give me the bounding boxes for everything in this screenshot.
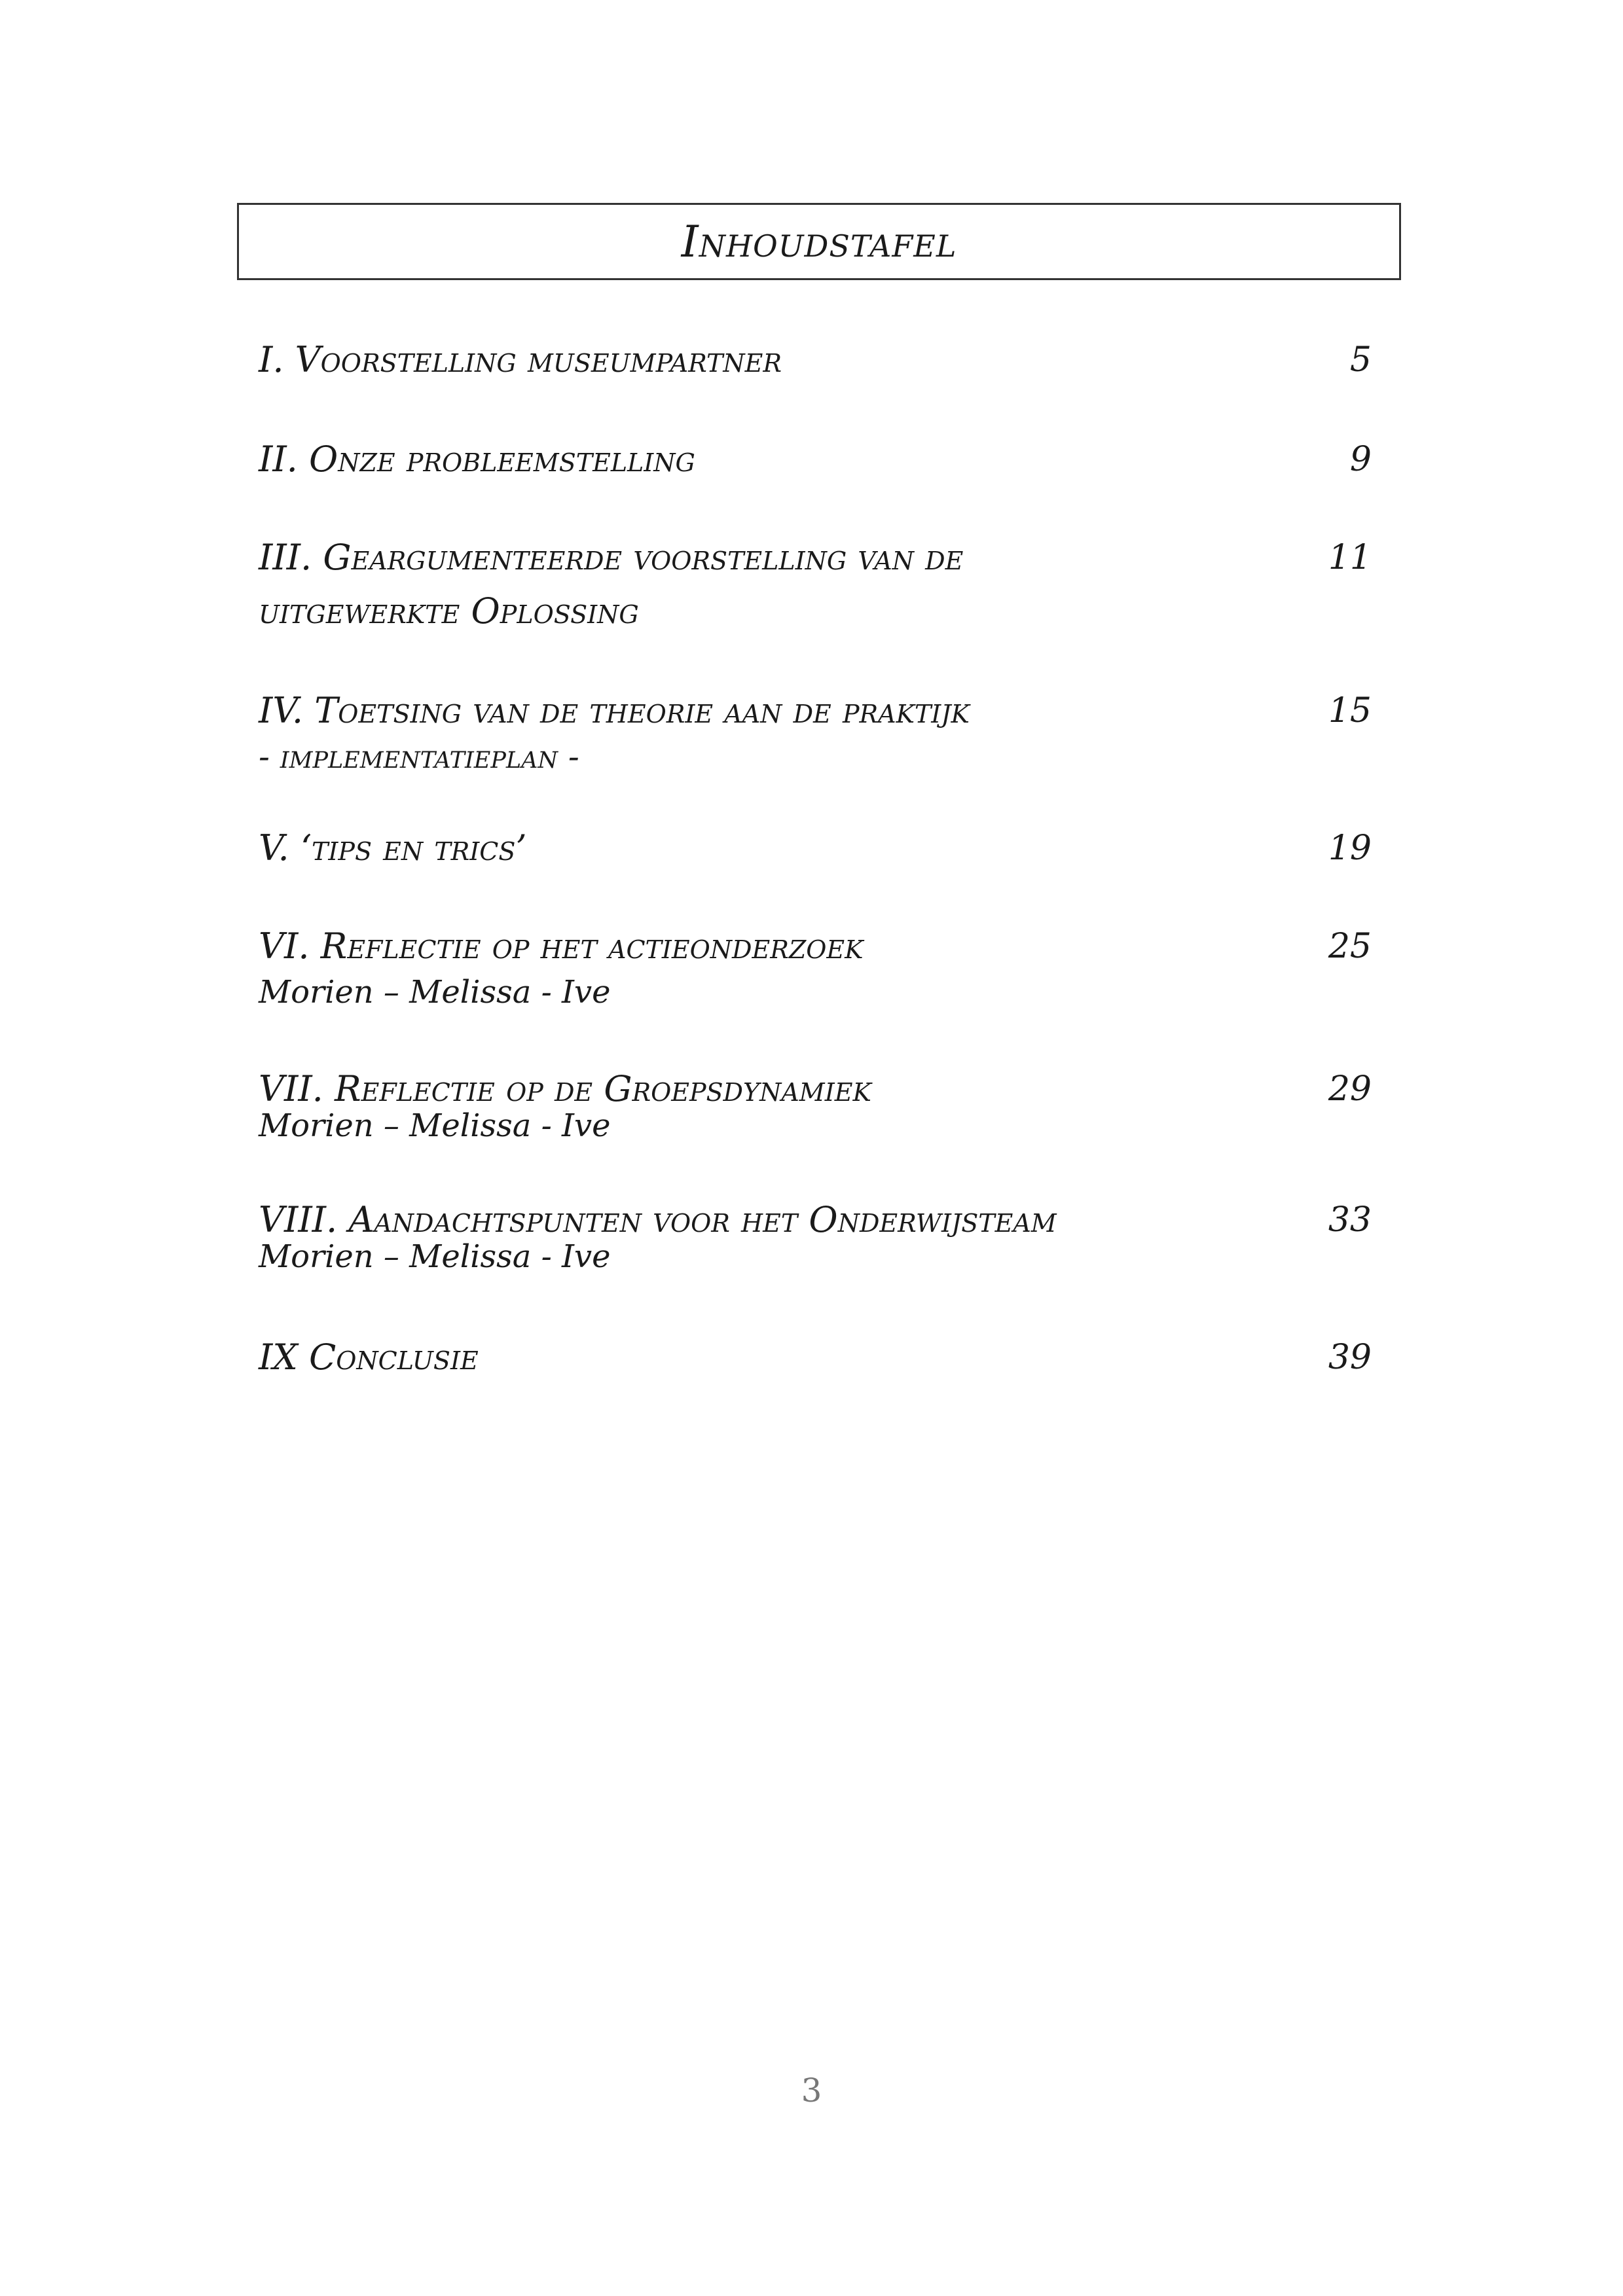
toc-entry-title: II. Onze probleemstelling [259, 439, 695, 480]
toc-entry-subtitle: - implementatieplan - [259, 738, 579, 776]
toc-entry-title: III. Geargumenteerde voorstelling van de [259, 537, 964, 578]
toc-entry-page: 9 [1349, 440, 1372, 479]
toc-entry-authors: Morien – Melissa - Ive [259, 1238, 611, 1275]
toc-entry-title: I. Voorstelling museumpartner [259, 339, 782, 380]
toc-entry-title: VI. Reflectie op het actieonderzoek [259, 925, 864, 967]
title-box [237, 203, 1401, 280]
toc-entry-title: IX Conclusie [259, 1336, 479, 1378]
page-title: Inhoudstafel [681, 216, 957, 267]
toc-entry-page: 33 [1328, 1200, 1372, 1240]
toc-entry-title: VII. Reflectie op de Groepsdynamiek [259, 1068, 871, 1109]
toc-entry-authors: Morien – Melissa - Ive [259, 1107, 611, 1144]
toc-entry-page: 39 [1328, 1338, 1372, 1377]
toc-entry-page: 11 [1328, 538, 1372, 577]
toc-entry-page: 5 [1349, 340, 1372, 380]
page-number: 3 [801, 2072, 822, 2109]
toc-entry-page: 19 [1328, 829, 1372, 868]
toc-entry-title-line2: uitgewerkte Oplossing [259, 590, 639, 632]
toc-entry-title: VIII. Aandachtspunten voor het Onderwijsteam [259, 1199, 1057, 1240]
toc-entry-page: 25 [1328, 927, 1372, 966]
toc-entry-title: V. ‘tips en trics’ [259, 827, 527, 869]
toc-entry-page: 29 [1328, 1069, 1372, 1109]
toc-entry-authors: Morien – Melissa - Ive [259, 974, 611, 1011]
toc-entry-title: IV. Toetsing van de theorie aan de praktijk [259, 690, 970, 731]
toc-entry-page: 15 [1328, 691, 1372, 730]
